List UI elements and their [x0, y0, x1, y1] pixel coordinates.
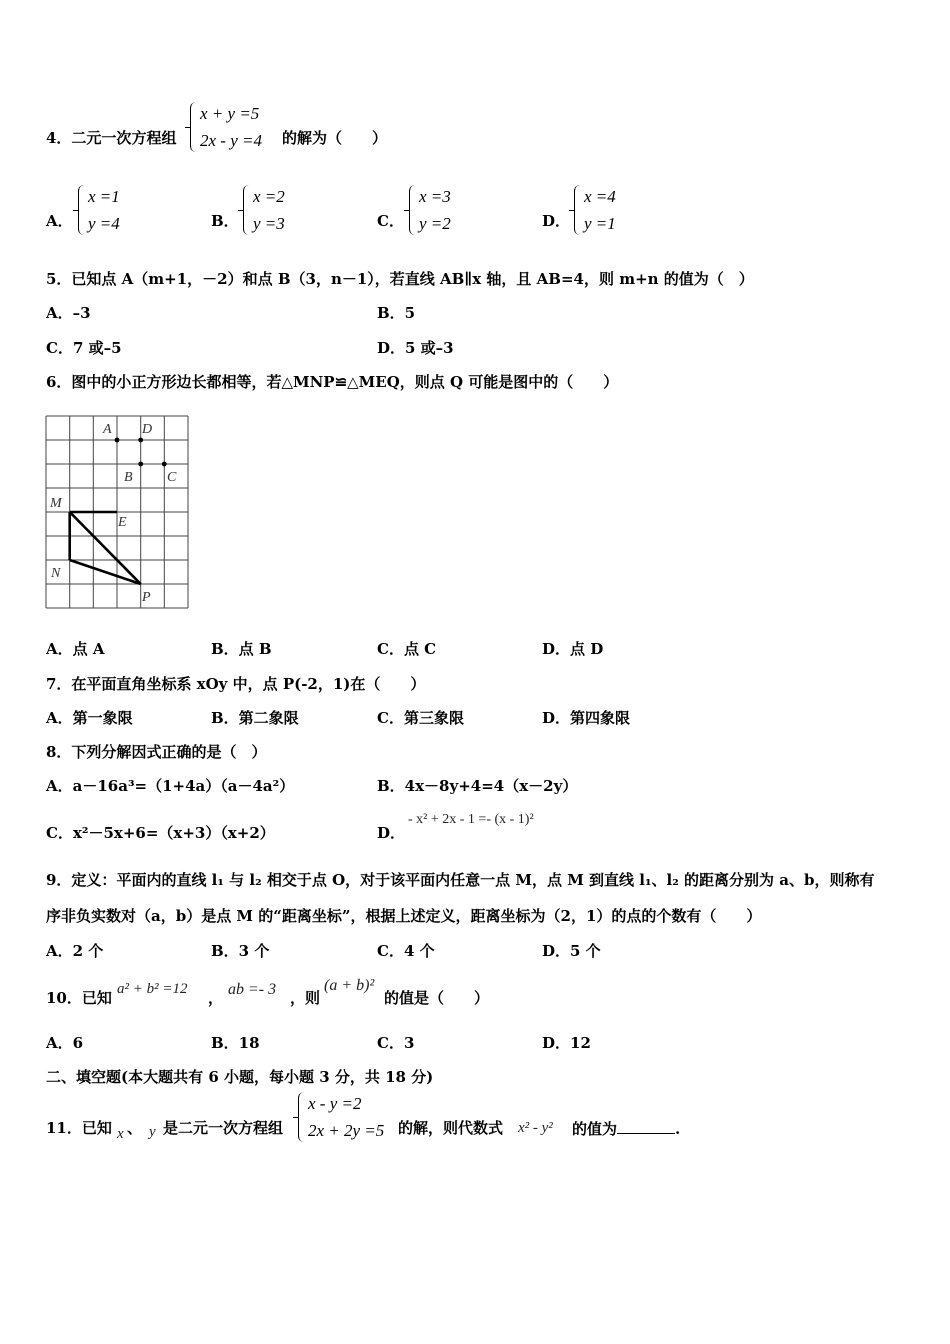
q10-stem	[46, 989, 112, 1007]
point-a-dot	[115, 438, 120, 443]
q7-option-d: D．第四象限	[542, 709, 631, 727]
q4-option-a-eq1: x =1	[88, 187, 120, 206]
label-c: C	[167, 470, 177, 485]
brace-icon	[574, 185, 582, 235]
q5-option-c: C．7 或–5	[46, 339, 122, 357]
label-b: B	[124, 470, 133, 485]
brace-icon	[190, 102, 198, 152]
q8-option-a: A．a－16a³=（1+4a）（a－4a²）	[46, 777, 295, 795]
q5-option-a: A．–3	[46, 304, 91, 322]
label-m: M	[50, 496, 62, 511]
q8-option-c: C．x²－5x+6=（x+3）（x+2）	[46, 824, 275, 842]
q8-option-b: B．4x－8y+4=4（x－2y）	[377, 777, 578, 795]
q4-option-a-label: A．	[46, 212, 73, 230]
q11-after-system: 的解，则代数式	[398, 1119, 504, 1137]
q11-prefix: 11．已知	[46, 1119, 112, 1137]
q9-line2: 序非负实数对（a，b）是点 M 的“距离坐标”，根据上述定义，距离坐标为（2，1）的点的个数有（ ）	[46, 907, 762, 925]
q4-option-d-label: D．	[542, 212, 571, 230]
q4-option-c-system	[409, 183, 451, 237]
q10-suffix: 的值是（ ）	[384, 989, 490, 1007]
label-p: P	[142, 590, 151, 605]
q5-stem: 5．已知点 A（m+1，－2）和点 B（3，n－1），若直线 AB∥x 轴，且 AB=4，则 m+n 的值为（ ）	[46, 270, 754, 288]
section2-title: 二、填空题(本大题共有 6 小题，每小题 3 分，共 18 分)	[46, 1068, 434, 1086]
q4-option-a-eq2: y =4	[88, 214, 120, 233]
q11-expr: x² - y²	[518, 1120, 553, 1136]
q7-stem: 7．在平面直角坐标系 xOy 中，点 P(-2，1)在（ ）	[46, 675, 426, 693]
q9-option-c: C．4 个	[377, 942, 435, 960]
q11-suffix-wrap	[572, 1119, 680, 1138]
q4-option-d-system	[574, 183, 616, 237]
q10-sep: ，	[208, 989, 224, 1007]
brace-icon	[298, 1092, 306, 1142]
q11-var-x: x	[117, 1126, 124, 1142]
label-a: A	[103, 422, 112, 437]
q10-option-c: C．3	[377, 1034, 415, 1052]
q5-option-d: D．5 或–3	[377, 339, 454, 357]
q10-option-b: B．18	[211, 1034, 260, 1052]
q4-system	[190, 100, 262, 154]
q4-stem-suffix: 的解为（ ）	[282, 129, 388, 147]
q6-option-c: C．点 C	[377, 640, 437, 658]
q11-suffix: 的值为	[572, 1120, 618, 1138]
q10-option-d: D．12	[542, 1034, 591, 1052]
q9-option-a: A．2 个	[46, 942, 104, 960]
q4-option-c-label: C．	[377, 212, 404, 230]
q11-var-y: y	[149, 1124, 156, 1140]
q11-comma: 、	[127, 1119, 143, 1137]
q6-option-d: D．点 D	[542, 640, 604, 658]
point-b-dot	[138, 462, 143, 467]
q11-mid: 是二元一次方程组	[163, 1119, 284, 1137]
q10-mid: ，则	[290, 989, 321, 1007]
q10-option-a: A．6	[46, 1034, 84, 1052]
q4-option-d-eq2: y =1	[584, 214, 616, 233]
q4-option-a-system	[78, 183, 120, 237]
triangle-mnp	[70, 512, 141, 584]
q6-grid-figure	[44, 414, 190, 610]
q11-system-eq2: 2x + 2y =5	[308, 1121, 385, 1140]
q10-prefix: 10．已知	[46, 989, 112, 1007]
q4-option-c-eq1: x =3	[419, 187, 451, 206]
q10-formula-3: (a + b)²	[324, 977, 375, 994]
point-c-dot	[162, 462, 167, 467]
q4-option-b-system	[243, 183, 285, 237]
q4-option-d-eq1: x =4	[584, 187, 616, 206]
q8-option-d-label: D．	[377, 824, 406, 842]
q4-system-eq1: x + y =5	[200, 104, 260, 123]
q8-stem: 8．下列分解因式正确的是（ ）	[46, 743, 267, 761]
brace-icon	[409, 185, 417, 235]
q6-option-a: A．点 A	[46, 640, 105, 658]
q7-option-b: B．第二象限	[211, 709, 299, 727]
q9-line1: 9．定义：平面内的直线 l₁ 与 l₂ 相交于点 O，对于该平面内任意一点 M，点 M 到直线 l₁、l₂ 的距离分别为 a、b，则称有	[46, 871, 875, 889]
q6-stem: 6．图中的小正方形边长都相等，若△MNP≌△MEQ，则点 Q 可能是图中的（ ）	[46, 373, 619, 391]
label-n: N	[51, 566, 61, 581]
q4-system-eq2: 2x - y =4	[200, 131, 262, 150]
q9-option-b: B．3 个	[211, 942, 270, 960]
q11-system	[298, 1090, 384, 1144]
q11-system-eq1: x - y =2	[308, 1094, 362, 1113]
q10-formula-1: a² + b² =12	[117, 981, 188, 997]
q4-stem	[46, 129, 176, 147]
brace-icon	[243, 185, 251, 235]
q7-option-a: A．第一象限	[46, 709, 133, 727]
q11-end: .	[675, 1120, 681, 1138]
point-d-dot	[138, 438, 143, 443]
label-e: E	[118, 515, 127, 530]
brace-icon	[78, 185, 86, 235]
q10-formula-2: ab =- 3	[228, 981, 277, 998]
q4-option-c-eq2: y =2	[419, 214, 451, 233]
q7-option-c: C．第三象限	[377, 709, 464, 727]
q4-stem-prefix: 4．二元一次方程组	[46, 129, 177, 147]
q9-option-d: D．5 个	[542, 942, 601, 960]
q4-option-b-eq1: x =2	[253, 187, 285, 206]
label-d: D	[142, 422, 153, 437]
q4-option-b-eq2: y =3	[253, 214, 285, 233]
q6-option-b: B．点 B	[211, 640, 272, 658]
q4-option-b-label: B．	[211, 212, 239, 230]
q11-answer-blank[interactable]	[617, 1119, 675, 1134]
q8-option-d-formula: - x² + 2x - 1 =- (x - 1)²	[408, 812, 534, 827]
q5-option-b: B．5	[377, 304, 416, 322]
